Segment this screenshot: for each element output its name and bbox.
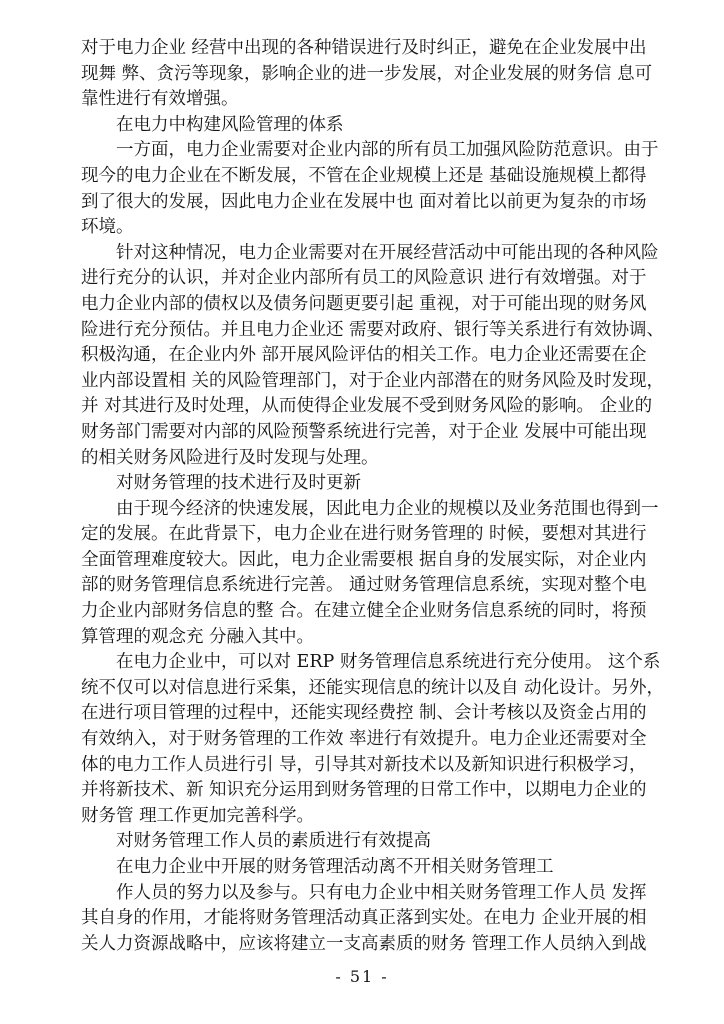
text-line: 电力企业内部的债权以及债务问题更要引起 重视，对于可能出现的财务风 <box>81 293 647 314</box>
text-line: 到了很大的发展，因此电力企业在发展中也 面对着比以前更为复杂的市场 <box>81 191 647 212</box>
text-line: 体的电力工作人员进行引 导，引导其对新技术以及新知识进行积极学习， <box>81 754 647 775</box>
text-line: 其自身的作用，才能将财务管理活动真正落到实处。在电力 企业开展的相 <box>81 908 647 929</box>
text-line: 在电力企业中开展的财务管理活动离不开相关财务管理工 <box>116 857 554 877</box>
text-line: 关人力资源战略中，应该将建立一支高素质的财务 管理工作人员纳入到战 <box>81 933 647 954</box>
text-line: 现今的电力企业在不断发展，不管在企业规模上还是 基础设施规模上都得 <box>81 165 647 186</box>
text-line: 在电力企业中，可以对 ERP 财务管理信息系统进行充分使用。 这个系 <box>116 652 661 673</box>
text-line: 一方面，电力企业需要对企业内部的所有员工加强风险防范意识。由于 <box>116 140 659 161</box>
text-line: 业内部设置相 关的风险管理部门，对于企业内部潜在的财务风险及时发现， <box>81 370 665 391</box>
text-line: 有效纳入，对于财务管理的工作效 率进行有效提升。电力企业还需要对全 <box>81 729 647 750</box>
text-line: 靠性进行有效增强。 <box>81 89 239 110</box>
text-line: 由于现今经济的快速发展，因此电力企业的规模以及业务范围也得到一 <box>116 498 659 519</box>
text-line: 的相关财务风险进行及时发现与处理。 <box>81 447 379 468</box>
text-line: 环境。 <box>81 217 134 238</box>
text-line: 并将新技术、新 知识充分运用到财务管理的日常工作中，以期电力企业的 <box>81 780 647 801</box>
text-line: 进行充分的认识，并对企业内部所有员工的风险意识 进行有效增强。对于 <box>81 268 647 289</box>
text-line: 现舞 弊、贪污等现象，影响企业的进一步发展，对企业发展的财务信 息可 <box>81 63 653 84</box>
text-line: 并 对其进行及时处理，从而使得企业发展不受到财务风险的影响。 企业的 <box>81 396 653 417</box>
text-line: 对财务管理工作人员的素质进行有效提高 <box>116 831 431 852</box>
text-line: 财务管 理工作更加完善科学。 <box>81 805 315 826</box>
text-line: 财务部门需要对内部的风险预警系统进行完善，对于企业 发展中可能出现 <box>81 421 647 442</box>
text-line: 针对这种情况，电力企业需要对在开展经营活动中可能出现的各种风险 <box>116 242 659 263</box>
page-number: - 51 - <box>335 967 389 986</box>
text-line: 全面管理难度较大。因此，电力企业需要根 据自身的发展实际，对企业内 <box>81 549 647 570</box>
text-line: 部的财务管理信息系统进行完善。 通过财务管理信息系统，实现对整个电 <box>81 575 647 596</box>
text-line: 在进行项目管理的过程中，还能实现经费控 制、会计考核以及资金占用的 <box>81 703 647 724</box>
text-line: 定的发展。在此背景下，电力企业在进行财务管理的 时候，要想对其进行 <box>81 524 647 545</box>
text-line: 算管理的观念充 分融入其中。 <box>81 626 315 647</box>
text-line: 积极沟通，在企业内外 部开展风险评估的相关工作。电力企业还需要在企 <box>81 345 647 366</box>
text-line: 作人员的努力以及参与。只有电力企业中相关财务管理工作人员 发挥 <box>116 882 647 903</box>
text-line: 对于电力企业 经营中出现的各种错误进行及时纠正，避免在企业发展中出 <box>81 38 647 58</box>
body-text <box>81 36 665 957</box>
text-line: 险进行充分预估。并且电力企业还 需要对政府、银行等关系进行有效协调、 <box>81 319 665 340</box>
text-line: 统不仅可以对信息进行采集，还能实现信息的统计以及自 动化设计。另外， <box>81 677 665 698</box>
text-line: 在电力中构建风险管理的体系 <box>116 114 344 135</box>
text-line: 力企业内部财务信息的整 合。在建立健全企业财务信息系统的同时，将预 <box>81 601 647 622</box>
text-line: 对财务管理的技术进行及时更新 <box>116 473 361 494</box>
